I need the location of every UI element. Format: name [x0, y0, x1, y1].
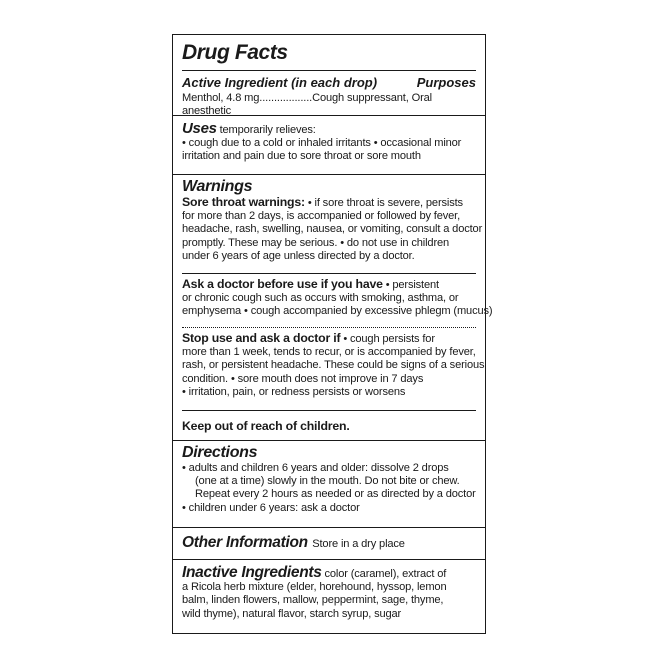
active-ingredient-heading: Active Ingredient (in each drop) [182, 75, 378, 90]
inactive-ingredients-text: color (caramel), extract of [324, 568, 447, 580]
warning-line: do not use in children [346, 236, 450, 249]
ask-doctor-title: Ask a doctor before use if you have [182, 277, 383, 291]
warning-line: or chronic cough such as occurs with smoking, asthma, or [182, 292, 459, 305]
warning-line: condition. [182, 372, 228, 385]
directions-line: Repeat every 2 hours as needed or as directed by a doctor [195, 488, 476, 501]
warning-line: promptly. These may be serious. [182, 236, 338, 249]
inactive-ingredients-text: balm, linden flowers, mallow, peppermint, sage, thyme, [182, 594, 444, 607]
section-divider [173, 440, 485, 441]
section-divider [173, 559, 485, 560]
directions-section [173, 444, 485, 515]
keep-out-section [173, 417, 485, 435]
warning-line: headache, rash, swelling, nausea, or vomiting, consult a doctor [182, 223, 483, 236]
uses-item-cough: cough due to a cold or inhaled irritants [188, 137, 371, 150]
inactive-ingredients-text: a Ricola herb mixture (elder, horehound, hyssop, lemon [182, 581, 447, 594]
section-divider [173, 115, 485, 116]
warning-line: persistent [392, 279, 439, 291]
stop-use-section [173, 332, 485, 399]
ingredient-purpose: Cough suppressant, Oral anesthetic [182, 92, 432, 118]
uses-intro: temporarily relieves: [219, 124, 316, 136]
drug-facts-panel [172, 34, 493, 634]
section-divider [173, 174, 485, 175]
inactive-ingredients-heading: Inactive Ingredients [182, 564, 322, 581]
warnings-divider [182, 273, 476, 274]
purposes-heading: Purposes [416, 75, 476, 90]
drug-facts-header [173, 41, 485, 65]
ask-doctor-section [173, 277, 493, 319]
inactive-ingredients-text: wild thyme), natural flavor, starch syrup, sugar [182, 607, 402, 620]
page-title: Drug Facts [182, 41, 288, 64]
leader-dots: .................. [259, 92, 313, 104]
uses-item-irritation: occasional minor [380, 137, 462, 150]
uses-heading: Uses [182, 120, 217, 137]
active-ingredient-section [173, 75, 485, 118]
warning-line: rash, or persistent headache. These could be signs of a serious [182, 359, 485, 372]
directions-line: adults and children 6 years and older: dissolve 2 drops [188, 462, 449, 474]
other-information-text: Store in a dry place [312, 538, 405, 550]
warning-line: for more than 2 days, is accompanied or followed by fever, [182, 210, 461, 223]
directions-line: children under 6 years: ask a doctor [188, 501, 360, 514]
directions-heading: Directions [182, 444, 258, 461]
other-information-section [173, 534, 485, 552]
warnings-divider [182, 327, 476, 328]
keep-out-warning: Keep out of reach of children. [182, 419, 350, 433]
warnings-heading: Warnings [182, 178, 253, 195]
warning-line: more than 1 week, tends to recur, or is accompanied by fever, [182, 346, 476, 359]
other-information-heading: Other Information [182, 534, 308, 551]
ingredient-name: Menthol, 4.8 mg [182, 92, 260, 104]
uses-item-irritation-cont: irritation and pain due to sore throat or sore mouth [182, 150, 421, 163]
stop-use-title: Stop use and ask a doctor if [182, 331, 341, 345]
warning-line: cough accompanied by excessive phlegm (mucus) [250, 305, 493, 318]
uses-section [173, 122, 485, 164]
warnings-divider [182, 410, 476, 411]
title-divider [182, 70, 476, 71]
sore-throat-title: Sore throat warnings: [182, 195, 305, 209]
warning-line: irritation, pain, or redness persists or worsens [188, 385, 406, 398]
warning-line: cough persists for [350, 333, 435, 345]
warning-line: emphysema [182, 305, 242, 318]
section-divider [173, 527, 485, 528]
warning-line: sore mouth does not improve in 7 days [237, 372, 424, 385]
warning-line: if sore throat is severe, persists [314, 197, 463, 209]
warning-line: under 6 years of age unless directed by a doctor. [182, 249, 415, 262]
warnings-section [173, 178, 485, 263]
directions-line: (one at a time) slowly in the mouth. Do not bite or chew. [195, 475, 460, 488]
inactive-ingredients-section [173, 566, 485, 621]
